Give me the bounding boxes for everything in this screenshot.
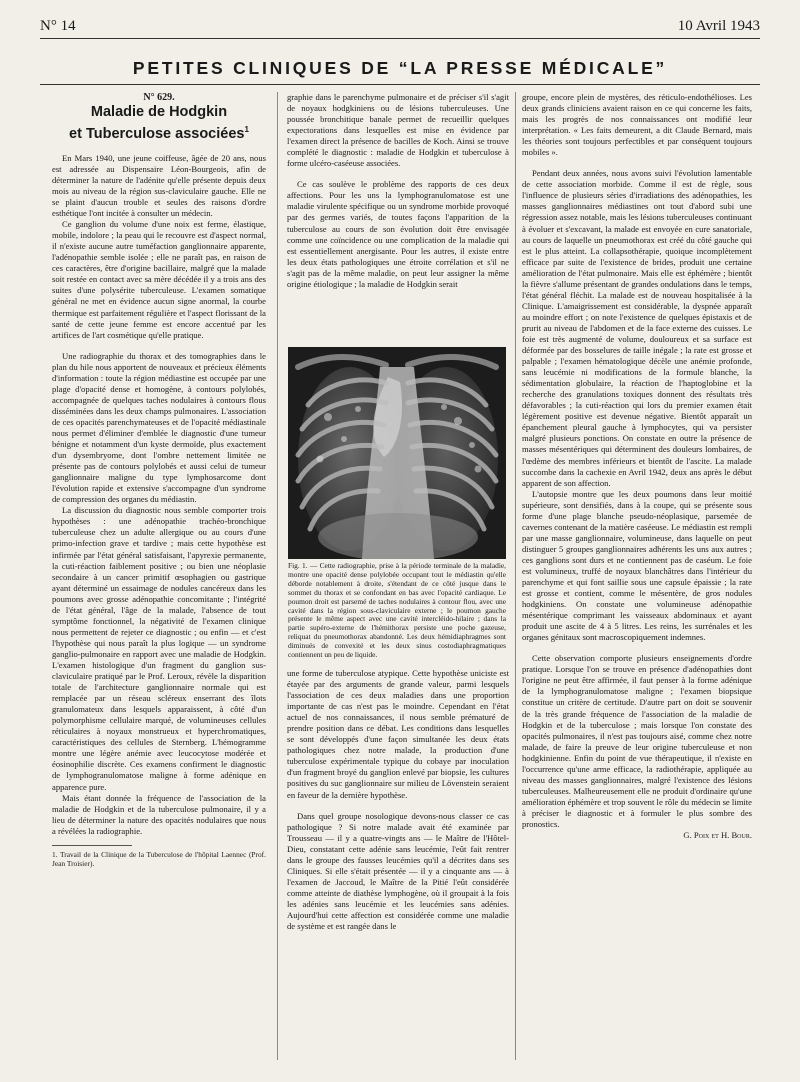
article-title (52, 103, 266, 143)
paragraph: Dans quel groupe nosologique devons-nous classer ce cas pathologique ? Si notre malade avait été examinée par Trousseau — il y a quatre-vingts ans — le Maître de l'Hôtel-Dieu, constatant cette adénie sans leucémie, l'eût fait rentrer dans le groupe des fausses leucémies qu'il a décrites dans ses Cliniques. Si elle s'était présentée — il y a cinquante ans — à l'examen de Jaccoud, le Maître de la Pitié l'eût considérée comme atteinte de diathèse lymphogène, où il groupait à la fois les adénies sans leucémie et les leucémies sans adénies. Aujourd'hui cette affection est considérée comme une maladie de système et est rangée dans le (287, 810, 509, 932)
column-3 (522, 92, 752, 1067)
paragraph: Ce ganglion du volume d'une noix est ferme, élastique, mobile, indolore ; la peau qui le recouvre est d'aspect normal, il n'existe aucune autre tuméfaction ganglionnaire apparente, l'adénopathie semble isolée ; elle ne paraît pas, en raison de ces caractères, être d'origine bacillaire, malgré que la malade soit restée en contact avec sa mère décédée il y a trois ans des suites d'une polysérite tuberculeuse. L'examen somatique général ne met en évidence aucun signe anormal, la courbe thermique est parfaitement régulière et l'aspect florissant de la santé de cette jeune femme est encore accentué par les artifices de l'art cosmétique qu'elle pratique. (52, 219, 266, 340)
issue-number: N° 14 (40, 18, 76, 34)
column-2-top (287, 92, 509, 344)
chest-xray-figure (288, 347, 506, 559)
figure-caption: Fig. 1. — Cette radiographie, prise à la période terminale de la maladie, montre une opacité dense polylobée occupant tout le médiastin qu'elle déborde notablement à droite, s'étendant de ce côté jusque dans le sommet du thorax et se confondant en bas avec l'opacité cardiaque. Le poumon droit est parsemé de taches nodulaires à contour flou, avec une cavité dans la région sous-claviculaire externe ; le poumon gauche présente le même aspect avec une cavité intercléido-hilaire ; dans la partie supéro-externe de l'hémithorax persiste une poche gazeuse, reliquat du pneumothorax abandonné. Les deux hémidiaphragmes sont diminués de convexité et les deux sinus costodiaphragmatiques contiennent un peu de liquide. (288, 561, 506, 660)
paragraph: Une radiographie du thorax et des tomographies dans le plan du hile nous apportent de nouveaux et précieux éléments d'information : toute la région médiastine est occupée par une plage d'opacité dense et homogène, à contours polylobés, accompagnée de quelques taches nodulaires à contours flous disséminées dans les deux champs pulmonaires. L'association de ces opacités parenchymateuses et de l'opacité médiastinale nous permet d'éliminer d'emblée le diagnostic d'une tumeur bénigne et notamment d'un kyste dermoïde, plus exactement d'un dysembryome, dont l'ombre nettement limitée ne présente pas de contours polylobés et aussi celui de tumeur ganglionnaire maligne du type lymphosarcome dont l'évolution rapide et extensive s'accompagne d'un syndrome de compression des organes du médiastin. (52, 350, 266, 505)
title-line-2-text: et Tuberculose associées (69, 125, 245, 142)
title-line-2 (52, 121, 266, 143)
xray-image (288, 347, 506, 559)
column-1 (52, 92, 266, 1042)
column-divider (277, 92, 278, 1060)
masthead: PETITES CLINIQUES DE “LA PRESSE MÉDICALE” (132, 58, 668, 78)
title-line-1: Maladie de Hodgkin (90, 104, 228, 121)
issue-date: 10 Avril 1943 (677, 18, 760, 34)
case-number: N° 629. (143, 92, 175, 103)
footnote-rule (52, 845, 132, 846)
column-divider (515, 92, 516, 1060)
footnote: 1. Travail de la Clinique de la Tuberculose de l'hôpital Laennec (Prof. Jean Troisier). (52, 849, 266, 868)
author-signature: G. Poix et H. Bour. (683, 830, 752, 841)
column-2-bottom (287, 668, 509, 1060)
paragraph: graphie dans le parenchyme pulmonaire et de préciser s'il s'agit de noyaux hodgkiniens ou de lésions tuberculeuses. Une poussée bronchitique banale permet de recueillir quelques expectorations dans lesquelles est mise en évidence par l'examen direct la présence de bacilles de Koch. Ainsi se trouve complété le diagnostic : maladie de Hodgkin et tuberculose à forme ulcéro-caséeuse associées. (287, 92, 509, 169)
paragraph: Mais étant donnée la fréquence de l'association de la maladie de Hodgkin et de la tuberculose pulmonaire, il y a lieu de déterminer la nature des opacités nodulaires que nous a révélées la radiographie. (52, 792, 266, 836)
masthead-rule (40, 84, 760, 85)
paragraph: La discussion du diagnostic nous semble comporter trois hypothèses : une adénopathie trachéo-bronchique tuberculeuse chez un adulte allergique ou au cours d'une primo-infection grave et tardive ; mais cette hypothèse est infirmée par l'état général satisfaisant, l'apyrexie permanente, la cuti-réaction faiblement positive ; ou bien une néoplasie secondaire à un cancer primitif œsophagien ou gastrique ayant déterminé un essaimage de nodules cancéreux dans les poumons avec grosse adénopathie concomitante ; l'intégrité de l'état général, l'âge de la malade, l'absence de tout symptôme fonctionnel, la négativité de l'examen clinique nous permettent de rejeter ce diagnostic ; ou enfin — et c'est l'hypothèse qui nous paraît la plus logique — un syndrome ganglio-pulmonaire en rapport avec une maladie de Hodgkin. L'examen histologique d'un fragment du ganglion sus-claviculaire pratiqué par le Prof. Leroux, révèle la disparition totale de l'architecture ganglionnaire normale qui est remplacée par un réseau scléreux enserrant des îlots granulomateux dans lesquels apparaissent, à côté d'un polymorphisme cellulaire marqué, de volumineuses cellules réticulaires à noyaux monstrueux et hyperchromatiques, caractéristiques des cellules de Sternberg. L'hémogramme montre une légère anémie avec leucocytose modérée et éosinophilie discrète. Ces examens confirment le diagnostic de lymphogranulomatose maligne à forme adénique en apparence pure. (52, 505, 266, 792)
paragraph: L'autopsie montre que les deux poumons dans leur moitié supérieure, sont densifiés, dans à la coupe, qui se présente sous forme d'une plage blanche pseudo-néoplasique, parsemée de cavernes contenant de la matière caséeuse. Le médiastin est rempli par une masse ganglionnaire, volumineuse, dans laquelle on peut distinguer 5 groupes ganglionnaires adhérents les uns aux autres ; ces ganglions sont durs et ne contiennent pas de caséum. Le foie est volumineux, truffé de noyaux blanchâtres dans l'intérieur du parenchyme et qui font saillie sous une capsule épaissie ; la rate est grosse et contient, comme le mésentère, de gros nodules hodgkiniens. On constate une volumineuse adénopathie mésentérique comprimant les vaisseaux abdominaux et ayant produit une ascite de 4 à 5 litres. Les reins, les surrénales et les organes génitaux sont macroscopiquement indemnes. (522, 488, 752, 643)
title-footnote-mark: 1 (244, 125, 249, 135)
paragraph: Cette observation comporte plusieurs enseignements d'ordre pratique. Lorsque l'on se trouve en présence d'adénopathies dont l'origine ne peut être affirmée, il faut penser à la forme adénique de la lymphogranulomatose maligne ; l'examen biopsique constitue un critère de certitude. D'autre part on doit se souvenir de la très grande fréquence de l'association de la maladie de Hodgkin et de la tuberculose ; mais lorsque l'on constate des opacités pulmonaires, il n'est pas toujours aisé, comme chez notre malade, de faire la preuve de leur origine tuberculeuse et non hodgkinienne. Enfin du point de vue thérapeutique, il n'existe en l'occurrence qu'une arme efficace, la radiothérapie, appliquée au niveau des masses ganglionnaires, malgré l'existence des lésions tuberculeuses. Malheureusement elle ne produit d'ordinaire qu'une amélioration éphémère et trop souvent le rôle du médecin se limite à préciser le diagnostic et à formuler le plus sombre des pronostics. (522, 653, 752, 829)
paragraph: Pendant deux années, nous avons suivi l'évolution lamentable de cette association morbide. Comme il est de règle, sous l'influence de plusieurs séries d'irradiations des adénopathies, les masses ganglionnaires médiastines ont tout d'abord subi une régression assez notable, mais les lésions tuberculeuses continuant à évoluer et s'excavant, la malade est envoyée en cure sanatoriale, au cours de laquelle un pneumothorax est créé du côté gauche qui est le plus atteint. La collapsothérapie, quoique incomplètement efficace par suite de l'existence de brides, produit une certaine amélioration de l'état pulmonaire. Mais elle est éphémère ; bientôt la fièvre s'allume présentant de grandes ondulations dans le temps, l'état général fléchit. La malade est de nouveau hospitalisée à la Clinique. L'amaigrissement est considérable, la dyspnée apparaît au moindre effort ; on note l'existence de quelques épistaxis et de prurit au niveau de l'abdomen et de la face externe des cuisses. Le foie est très augmenté de volume, douloureux et sa surface est déformée par des bosselures de taille inégale ; la rate est grosse et palpable ; l'examen hématologique décèle une anémie profonde, sans leucémie ni modifications de la formule blanche, la sédimentation globulaire, la réaction de l'haptoglobine et la recherche des granulations toxiques donnent des résultats très défavorables ; la cuti-réaction qui lors du premier examen était légèrement positive est devenue négative. Bientôt apparaît un épanchement pleural gauche à lymphocytes, qui va persister malgré plusieurs ponctions. On constate en outre la présence de masses mésentériques qui déterminent des douleurs lombaires, de l'œdème des membres inférieurs et bientôt de l'ascite. La malade succombe dans la cachexie en Avril 1942, deux ans après le début apparent de son affection. (522, 168, 752, 488)
paragraph: une forme de tuberculose atypique. Cette hypothèse uniciste est étayée par des arguments de grande valeur, parmi lesquels l'association de ces deux maladies dans une proportion importante de cas n'est pas le moindre. Cependant en l'état actuel de nos connaissances, il nous semble prématuré de prendre position dans ce débat. Les conditions dans lesquelles se sont développés d'une façon simultanée les deux états pathologiques chez notre malade, la production d'une tuberculose expérimentale typique du cobaye par inoculation d'un fragment broyé du ganglion enlevé par biopsie, les cultures positives du suc ganglionnaire sur milieu de Lövenstein seraient en faveur de la dernière hypothèse. (287, 668, 509, 800)
paragraph: Ce cas soulève le problème des rapports de ces deux affections. Pour les uns la lymphogranulomatose est une maladie virulente spécifique ou un syndrome morbide provoqué par des germes variés, de toutes façons l'apparition de la tuberculose au cours de son évolution doit être envisagée comme une coïncidence ou une complication de la maladie qui est essentiellement anergisante. Pour les autres, il existe entre les deux états pathologiques une étroite corrélation et s'il ne s'agit pas de la même maladie, on peut leur assigner la même origine étiologique ; la maladie de Hodgkin serait (287, 179, 509, 289)
paragraph: En Mars 1940, une jeune coiffeuse, âgée de 20 ans, nous est adressée au Dispensaire Léon-Bourgeois, afin de déterminer la nature de l'adénite qu'elle présente depuis deux mois au niveau de la région sus-claviculaire gauche. Elle ne se plaint d'aucun trouble et seules des raisons d'ordre esthétique l'ont incitée à consulter un médecin. (52, 152, 266, 219)
header-rule (40, 38, 760, 39)
paragraph: groupe, encore plein de mystères, des réticulo-endothélioses. Les deux grands cliniciens avaient raison en ce qui concerne les faits, mais les progrès de nos connaissances ont modifié leur interprétation. « Les faits demeurent, a dit Claude Bernard, mais les théories sont toujours perfectibles et par conséquent toujours mobiles ». (522, 92, 752, 158)
